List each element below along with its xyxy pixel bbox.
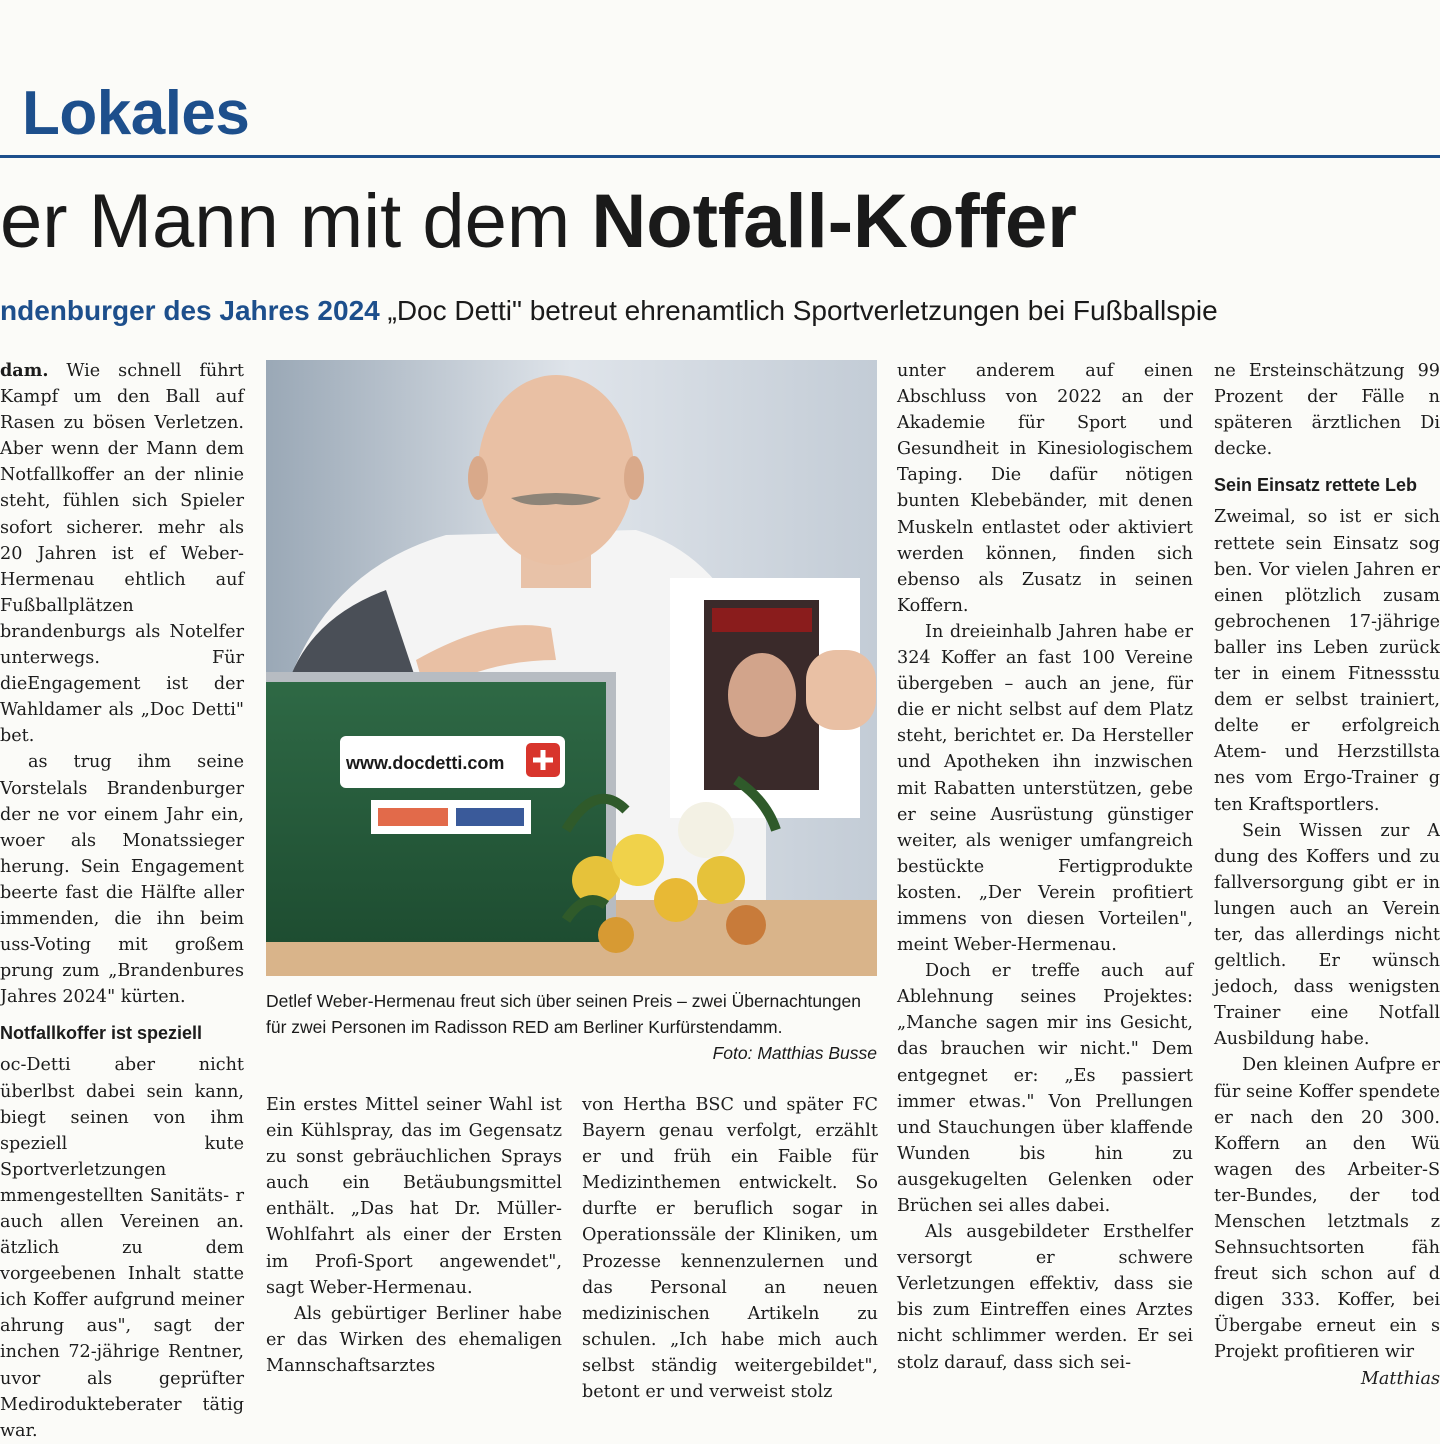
- section-rule: [0, 155, 1440, 158]
- paragraph: ne Ersteinschätzung 99 Prozent der Fälle n späteren ärztlichen Di decke.: [1214, 361, 1440, 460]
- author-byline: Matthias: [1360, 1368, 1440, 1389]
- headline-light: er Mann mit dem: [0, 179, 571, 264]
- paragraph: oc-Detti aber nicht überlbst dabei sein kann, biegt seinen von ihm speziell kute Sportverletzungen mmengestellten Sanitäts- r auch allen Vereinen an. ätzlich zu dem vorgeebenen Inhalt statte ich Koffer aufgrund meiner ahrung aus", sagt der inchen 72-jährige Rentner, uvor als geprüfter Mediroduktеberater tätig war.: [0, 1055, 244, 1441]
- case-website-label: www.docdetti.com: [346, 753, 505, 773]
- dateline: dam.: [0, 360, 49, 381]
- photo-caption: [266, 988, 877, 1066]
- paragraph: Als ausgebildeter Ersthelfer versorgt er schwere Verletzungen effektiv, dass sie bis zum Eintreffen eines Arztes nicht schlimmer werden. Er sei stolz darauf, dass sich sei-: [897, 1222, 1193, 1373]
- subheading: Notfallkoffer ist speziell: [0, 1023, 203, 1044]
- article-column-3: [582, 1092, 878, 1410]
- paragraph: Den kleinen Aufpre er für seine Koffer spendete er nach den 20 300. Koffern an den Wü wagen des Arbeiter-S ter-Bundes, der tod Menschen letztmals z Sehnsuchtsorten fäh freut sich schon auf d digen 333. Koffer, bei Übergabe erneut ein s Projekt profitieren wir: [1214, 1055, 1440, 1363]
- paragraph: Ein erstes Mittel seiner Wahl ist ein Kühlspray, das im Gegensatz zu sonst gebräuchlichen Sprays auch ein Betäubungsmittel enthält. „Das hat Dr. Müller-Wohlfahrt als einer der Ersten im Profi-Sport angewendet", sagt Weber-Hermenau.: [266, 1095, 562, 1298]
- paragraph-text: Wie schnell führt Kampf um den Ball auf Rasen zu bösen Verletzen. Aber wenn der Mann dem Notfallkoffer an der nlinie steht, fühlen sich Spieler sofort sicherer. mehr als 20 Jahren ist ef Weber-Hermenau ehtlich auf Fußballplätzen brandenburgs als Notelfer unterwegs. Für dieEngagement ist der Wahldamer als „Doc Detti" bet.: [0, 361, 244, 747]
- photo-credit: Foto: Matthias Busse: [712, 1043, 877, 1063]
- section-title: Lokales: [22, 79, 250, 148]
- paragraph: Zweimal, so ist er sich rettete sein Einsatz sog ben. Vor vielen Jahren er einen plötzlich zusam gebrochenen 17-jährige baller ins Leben zurück ter in einem Fitnessstu dem er selbst trainiert, delte er erfolgreich Atem- und Herzstillsta nes vom Ergo-Trainer g ten Kraftsportlers.: [1214, 507, 1440, 815]
- article-column-1: [0, 358, 244, 1441]
- article-column-4: [897, 358, 1193, 1410]
- subheadline-kicker: ndenburger des Jahres 2024: [0, 295, 380, 326]
- paragraph: as trug ihm seine Vorstelals Brandenburger der ne vor einem Jahr ein, woer als Monatssieger herung. Sein Engagement beerte fast die Hälfte aller immenden, die ihn beim uss-Voting mit großem prung zum „Brandenbures Jahres 2024" kürten.: [0, 752, 244, 1008]
- caption-text: Detlef Weber-Hermenau freut sich über seinen Preis – zwei Übernachtungen für zwei Personen im Radisson RED am Berliner Kurfürstendamm.: [266, 991, 861, 1037]
- subheadline-text: „Doc Detti" betreut ehrenamtlich Sportverletzungen bei Fußballspie: [387, 295, 1218, 326]
- subheading: Sein Einsatz rettete Leb: [1214, 475, 1418, 496]
- paragraph: [0, 358, 244, 749]
- paragraph: Doch er treffe auch auf Ablehnung seines Projektes: „Manche sagen mir ins Gesicht, das brauchen wir nicht." Dem entgegnet er: „Es passiert immer etwas." Von Prellungen und Stauchungen über klaffende Wunden bis hin zu ausgekugelten Gelenken oder Brüchen sei alles dabei.: [897, 961, 1193, 1216]
- paragraph: unter anderem auf einen Abschluss von 2022 an der Akademie für Sport und Gesundheit in Kinesiologischem Taping. Die dafür nötigen bunten Klebebänder, mit denen Muskeln entlastet oder aktiviert werden können, finden sich ebenso als Zusatz in seinen Koffern.: [897, 361, 1193, 616]
- headline: [0, 179, 1077, 264]
- photo-illustration: [266, 360, 877, 976]
- paragraph: In dreieinhalb Jahren habe er 324 Koffer an fast 100 Vereine übergeben – auch an jene, für die er nicht selbst auf dem Platz steht, berichtet er. Da Hersteller und Apotheken ihn inzwischen mit Rabatten unterstützen, gebe er seine Ausrüstung günstiger weiter, als weniger umfangreich bestückte Fertigprodukte kosten. „Der Verein profitiert immens von diesen Vorteilen", meint Weber-Hermenau.: [897, 621, 1193, 956]
- subheadline: [0, 295, 1218, 327]
- article-column-5: [1214, 358, 1440, 1410]
- article-photo: [266, 360, 877, 976]
- paragraph: Sein Wissen zur A dung des Koffers und zu fallversorgung gibt er in lungen auch an Verein ter, das allerdings nicht geltlich. Er wünsch jedoch, dass wenigsten Trainer eine Notfall Ausbildung habe.: [1214, 820, 1440, 1050]
- paragraph: von Hertha BSC und später FC Bayern genau verfolgt, erzählt er und früh ein Faible für Medizinthemen entwickelt. So durfte er beruflich sogar in Operationssäle der Kliniken, um Prozesse kennenzulernen und das Personal an neuen medizinischen Artikeln zu schulen. „Ich habe mich auch selbst ständig weitergebildet", betont er und verweist stolz: [582, 1095, 878, 1403]
- article-column-2: [266, 1092, 562, 1410]
- paragraph: Als gebürtiger Berliner habe er das Wirken des ehemaligen Mannschaftsarztes: [266, 1303, 562, 1376]
- headline-bold: Notfall-Koffer: [591, 179, 1077, 264]
